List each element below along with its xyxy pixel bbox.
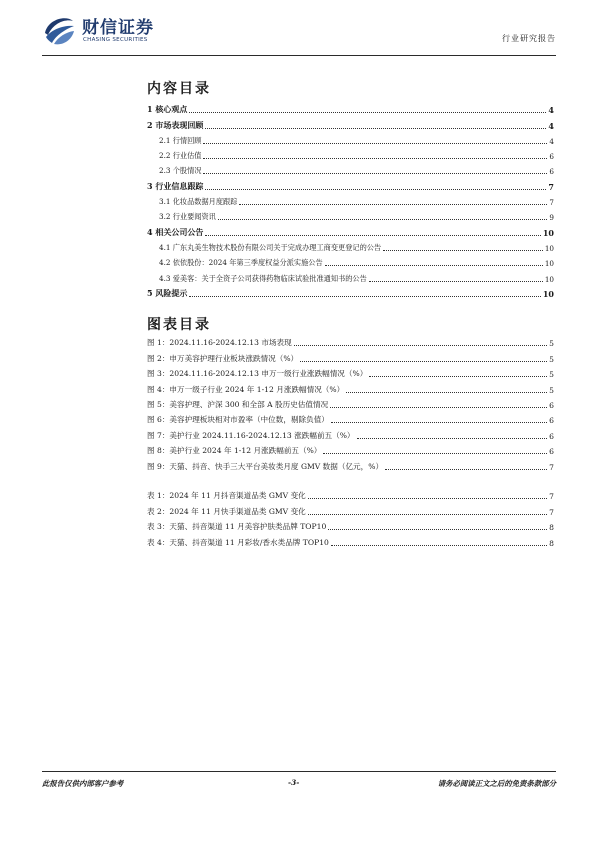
toc-entry-label: 4 相关公司公告 — [147, 226, 204, 237]
chart-index-entry-label: 图 2：申万美容护理行业板块涨跌情况（%） — [147, 353, 299, 363]
dot-leader — [330, 407, 547, 408]
table-index-entry[interactable] — [147, 517, 554, 532]
table-index-entry-page: 8 — [549, 538, 554, 548]
dot-leader — [308, 514, 547, 515]
dot-leader — [203, 158, 547, 159]
chart-index-entry-label: 图 6：美容护理板块相对市盈率（中位数，剔除负值） — [147, 415, 329, 425]
toc-entry-label: 2.2 行业估值 — [159, 151, 202, 161]
dot-leader — [205, 128, 546, 129]
toc-entry-label: 2 市场表现回顾 — [147, 119, 204, 130]
toc-entry-page: 10 — [542, 288, 554, 299]
report-type-label: 行业研究报告 — [502, 34, 556, 43]
chart-index-entry-label: 图 8：美护行业 2024 年 1-12 月涨跌幅前五（%） — [147, 446, 322, 456]
toc-entry[interactable] — [147, 222, 554, 237]
chart-index-list — [147, 333, 554, 472]
dot-leader — [203, 173, 547, 174]
logo-chinese-name: 财信证券 — [82, 18, 154, 38]
chart-index-entry-page: 6 — [549, 416, 554, 426]
dot-leader — [239, 204, 547, 205]
table-index-entry[interactable] — [147, 486, 554, 501]
page-number: -3- — [288, 778, 300, 787]
dot-leader — [331, 422, 547, 423]
table-index-list — [147, 486, 554, 548]
chart-index-entry[interactable] — [147, 333, 554, 348]
toc-entry[interactable] — [147, 207, 554, 222]
chart-index-entry[interactable] — [147, 395, 554, 410]
chart-index-entry-page: 5 — [549, 385, 554, 395]
toc-entry-label: 2.1 行情回顾 — [159, 135, 202, 145]
toc-entry-page: 7 — [549, 198, 554, 208]
toc-entry[interactable] — [147, 100, 554, 115]
chart-index-entry[interactable] — [147, 364, 554, 379]
chart-index-entry-page: 6 — [549, 431, 554, 441]
toc-entry-label: 4.2 依依股份：2024 年第三季度权益分派实施公告 — [159, 258, 323, 268]
chart-index-entry-page: 5 — [549, 370, 554, 380]
toc-entry-label: 5 风险提示 — [147, 287, 188, 298]
table-index-entry-label: 表 2：2024 年 11 月快手渠道品类 GMV 变化 — [147, 506, 306, 516]
dot-leader — [328, 529, 547, 530]
chart-index-entry[interactable] — [147, 379, 554, 394]
chart-index-entry-page: 5 — [549, 354, 554, 364]
chart-index-entry-page: 5 — [549, 339, 554, 349]
table-index-entry-label: 表 1：2024 年 11 月抖音渠道品类 GMV 变化 — [147, 491, 306, 501]
table-index-entry-label: 表 3：天猫、抖音渠道 11 月美容护肤类品牌 TOP10 — [147, 522, 327, 532]
dot-leader — [294, 345, 547, 346]
table-index-entry-page: 7 — [549, 492, 554, 502]
chart-index-entry-page: 7 — [549, 462, 554, 472]
dot-leader — [331, 545, 547, 546]
page-footer — [42, 771, 556, 788]
table-index-entry-label: 表 4：天猫、抖音渠道 11 月彩妆/香水类品牌 TOP10 — [147, 537, 329, 547]
toc-entry-page: 10 — [544, 274, 554, 284]
toc-entry[interactable] — [147, 284, 554, 299]
toc-entry-label: 4.1 广东丸美生物技术股份有限公司关于完成办理工商变更登记的公告 — [159, 242, 382, 252]
chart-index-entry-label: 图 4：申万一级子行业 2024 年 1-12 月涨跌幅情况（%） — [147, 384, 345, 394]
toc-entry[interactable] — [147, 146, 554, 161]
dot-leader — [357, 438, 548, 439]
table-index-entry-page: 8 — [549, 523, 554, 533]
toc-entry[interactable] — [147, 253, 554, 268]
toc-entry-label: 1 核心观点 — [147, 104, 188, 115]
chart-index-entry[interactable] — [147, 425, 554, 440]
footer-disclaimer: 此报告仅供内部客户参考 — [42, 779, 124, 788]
dot-leader — [203, 143, 547, 144]
dot-leader — [205, 235, 541, 236]
dot-leader — [383, 250, 543, 251]
chart-index-entry-label: 图 7：美护行业 2024.11.16-2024.12.13 涨跌幅前五（%） — [147, 430, 355, 440]
toc-entry-page: 4 — [548, 105, 554, 116]
toc-entry-label: 3.1 化妆品数据月度跟踪 — [159, 197, 238, 207]
logo-english-name: CHASING SECURITIES — [83, 37, 148, 43]
toc-entry[interactable] — [147, 192, 554, 207]
chart-index-entry-label: 图 1：2024.11.16-2024.12.13 市场表现 — [147, 338, 292, 348]
dot-leader — [369, 376, 547, 377]
dot-leader — [300, 361, 547, 362]
chart-index-entry[interactable] — [147, 456, 554, 471]
chart-index-entry-page: 6 — [549, 447, 554, 457]
chart-index-entry-page: 6 — [549, 400, 554, 410]
toc-entry[interactable] — [147, 238, 554, 253]
toc-entry[interactable] — [147, 268, 554, 283]
dot-leader — [205, 189, 546, 190]
table-index-entry-page: 7 — [549, 507, 554, 517]
chart-index-entry[interactable] — [147, 348, 554, 363]
toc-entry-label: 3 行业信息跟踪 — [147, 180, 204, 191]
dot-leader — [323, 453, 547, 454]
table-index-entry[interactable] — [147, 532, 554, 547]
dot-leader — [189, 296, 541, 297]
dot-leader — [308, 498, 547, 499]
dot-leader — [385, 469, 547, 470]
toc-entry[interactable] — [147, 131, 554, 146]
logo-mark-icon — [42, 13, 76, 47]
chart-index-entry[interactable] — [147, 441, 554, 456]
toc-entry-page: 10 — [544, 259, 554, 269]
dot-leader — [369, 281, 543, 282]
toc-entry[interactable] — [147, 161, 554, 176]
toc-entry-page: 6 — [549, 152, 554, 162]
toc-entry[interactable] — [147, 115, 554, 130]
toc-entry-page: 10 — [544, 243, 554, 253]
toc-entry-label: 2.3 个股情况 — [159, 166, 202, 176]
toc-entry-page: 4 — [548, 120, 554, 131]
toc-title: 内容目录 — [147, 81, 211, 97]
toc-entry[interactable] — [147, 176, 554, 191]
figure-index-title: 图表目录 — [147, 317, 211, 333]
toc-entry-page: 7 — [548, 181, 554, 192]
dot-leader — [325, 265, 543, 266]
page-header — [42, 10, 556, 56]
table-of-contents — [147, 100, 554, 299]
chart-index-entry[interactable] — [147, 410, 554, 425]
dot-leader — [218, 219, 548, 220]
toc-entry-label: 4.3 爱美客：关于全资子公司获得药物临床试验批准通知书的公告 — [159, 273, 367, 283]
toc-entry-page: 6 — [549, 167, 554, 177]
footer-notice: 请务必阅读正文之后的免责条款部分 — [437, 779, 556, 788]
dot-leader — [189, 112, 546, 113]
chart-index-entry-label: 图 3：2024.11.16-2024.12.13 申万一级行业涨跌幅情况（%） — [147, 369, 368, 379]
toc-entry-page: 10 — [542, 227, 554, 238]
chart-index-entry-label: 图 5：美容护理、沪深 300 和全部 A 股历史估值情况 — [147, 399, 329, 409]
company-logo — [42, 13, 172, 47]
dot-leader — [346, 392, 547, 393]
table-index-entry[interactable] — [147, 501, 554, 516]
toc-entry-label: 3.2 行业要闻资讯 — [159, 212, 216, 222]
toc-entry-page: 4 — [549, 136, 554, 146]
toc-entry-page: 9 — [549, 213, 554, 223]
chart-index-entry-label: 图 9：天猫、抖音、快手三大平台美妆类月度 GMV 数据（亿元，%） — [147, 461, 384, 471]
